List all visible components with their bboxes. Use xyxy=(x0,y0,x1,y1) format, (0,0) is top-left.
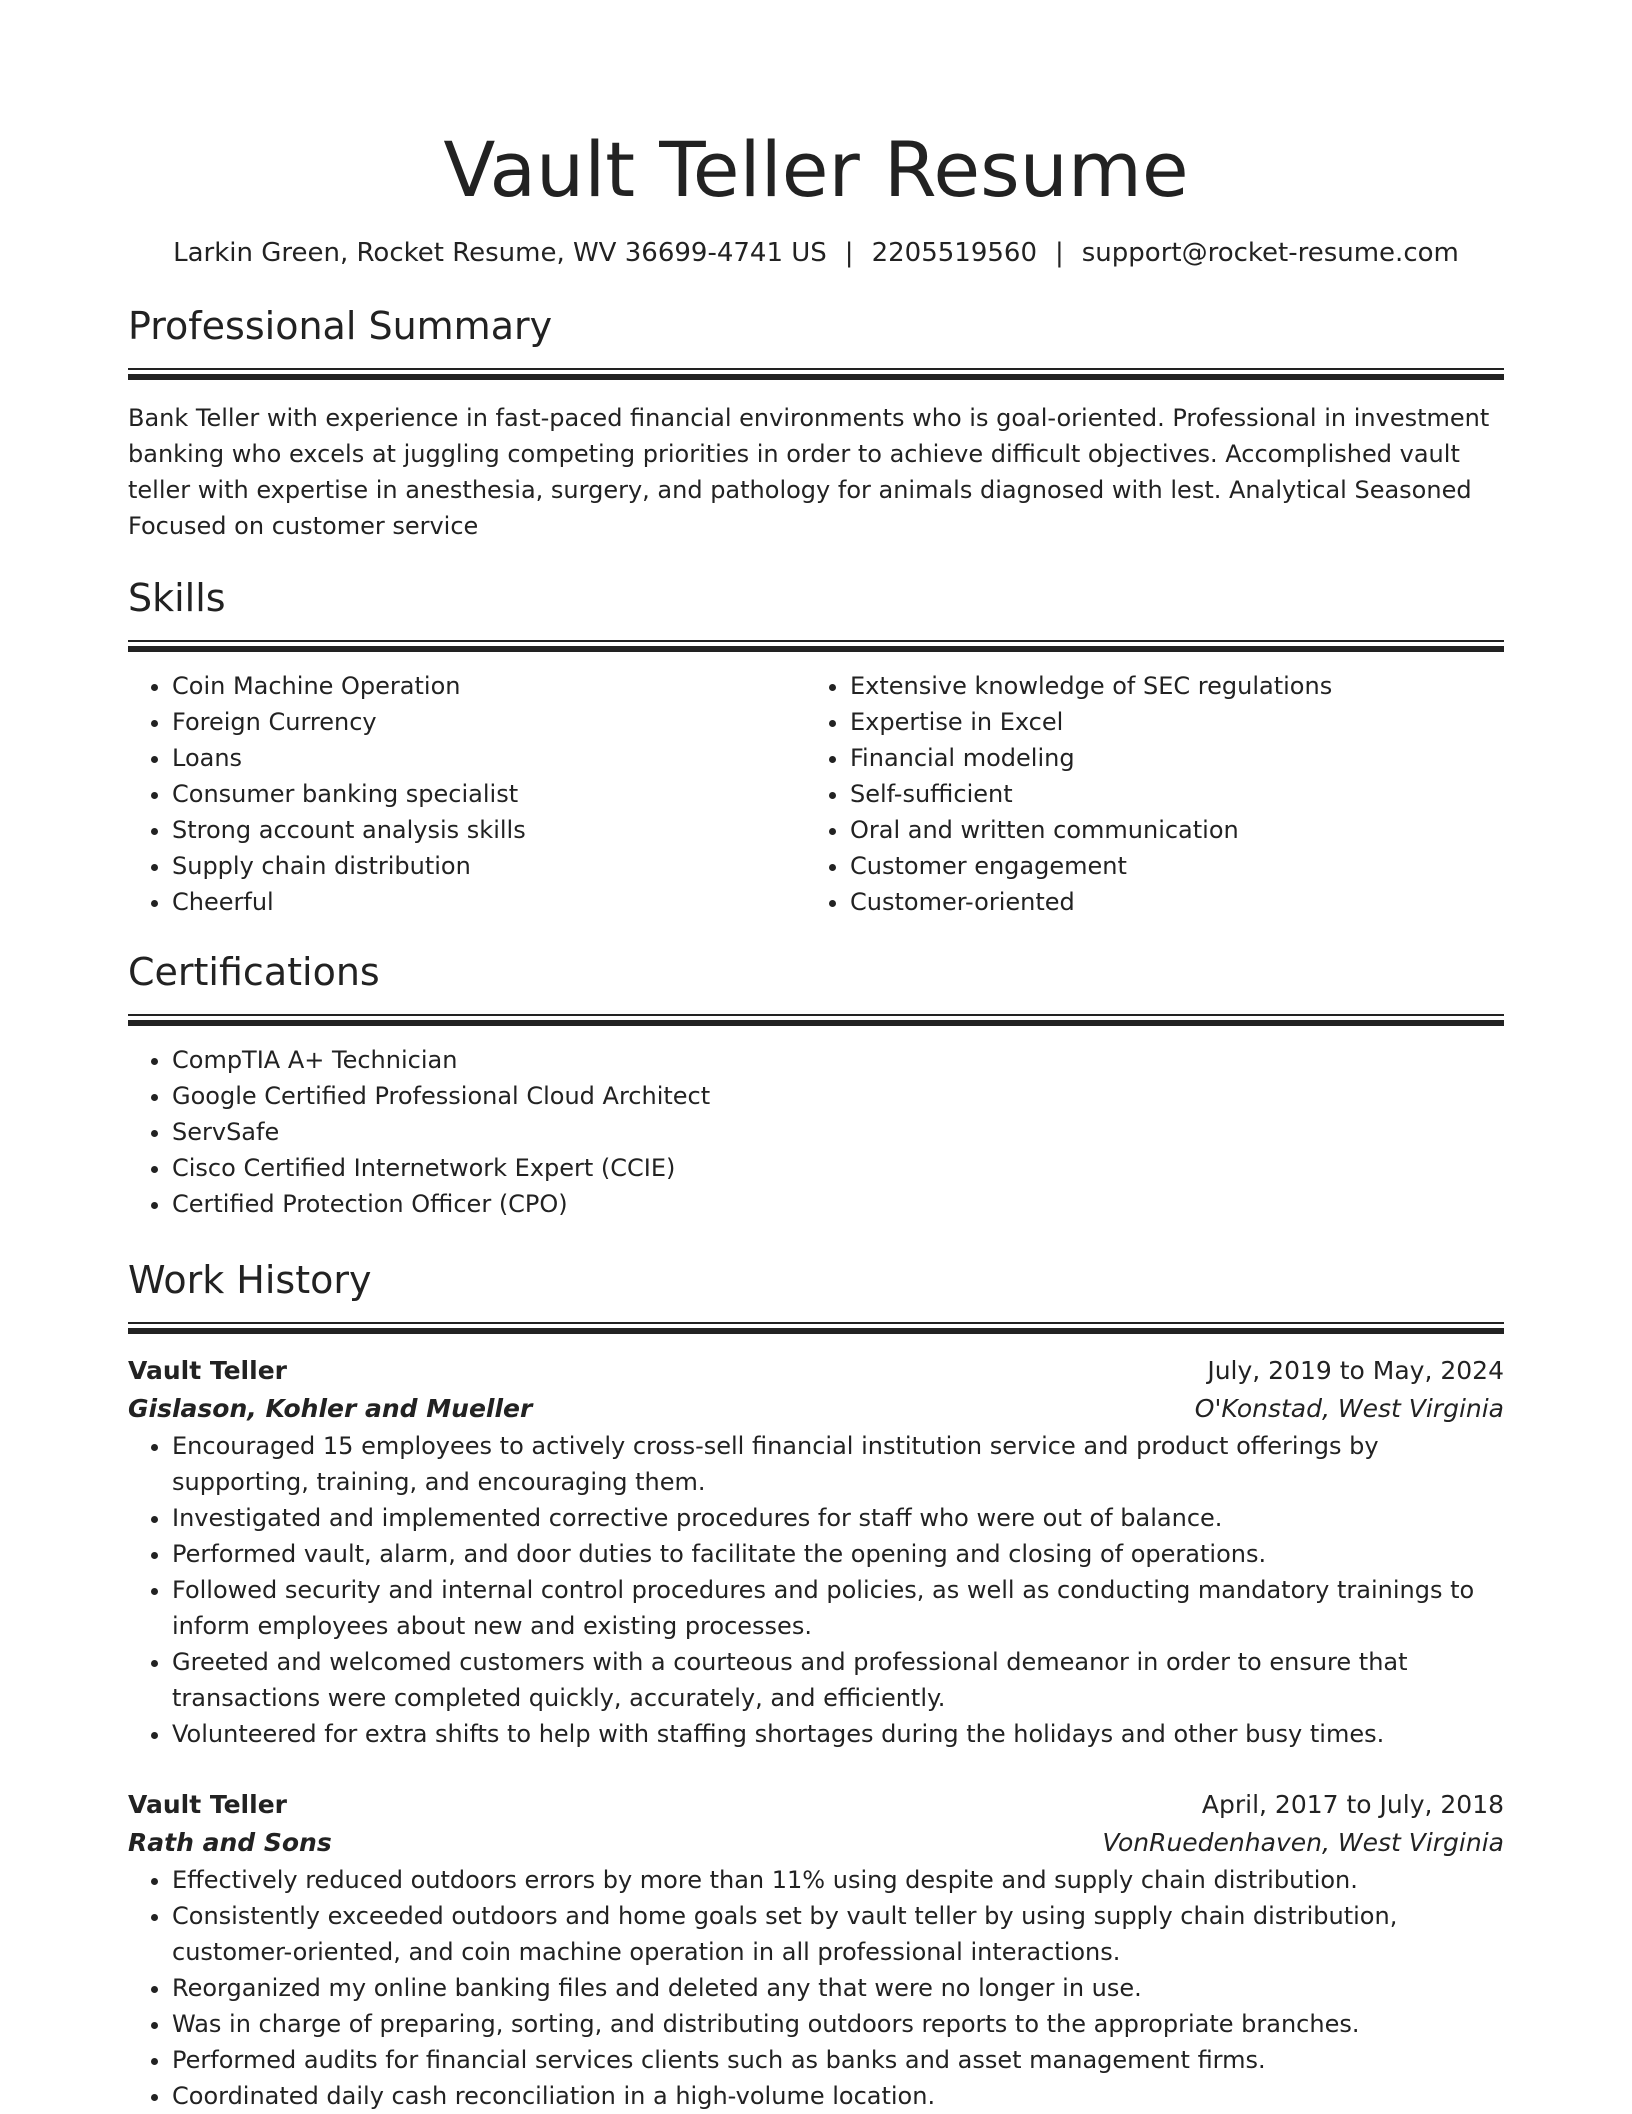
section-divider xyxy=(128,1322,1504,1334)
skill-item: • Loans xyxy=(172,740,806,776)
job-duty-item: • Encouraged 15 employees to actively cross-sell financial institution service and product offerings by supporting, training, and encouraging them. xyxy=(172,1428,1504,1500)
job-duty-item: • Performed vault, alarm, and door duties to facilitate the opening and closing of operations. xyxy=(172,1536,1504,1572)
job-header-row xyxy=(128,1352,1504,1390)
job-company: Rath and Sons xyxy=(128,1828,332,1857)
skills-grid xyxy=(128,668,1504,920)
job-location: O'Konstad, West Virginia xyxy=(1194,1394,1504,1423)
resume-page xyxy=(128,0,1504,2114)
contact-separator: | xyxy=(1054,238,1064,268)
job-duty-item: • Performed audits for financial services clients such as banks and asset management firms. xyxy=(172,2042,1504,2078)
skill-item: • Supply chain distribution xyxy=(172,848,806,884)
job-employer-row xyxy=(128,1390,1504,1428)
job-employer-row xyxy=(128,1824,1504,1862)
certification-item: • Certified Protection Officer (CPO) xyxy=(172,1186,1504,1222)
job-title: Vault Teller xyxy=(128,1790,287,1819)
skill-item: • Expertise in Excel xyxy=(850,704,1484,740)
job-duty-item: • Volunteered for extra shifts to help with staffing shortages during the holidays and other busy times. xyxy=(172,1716,1504,1752)
skill-item: • Extensive knowledge of SEC regulations xyxy=(850,668,1484,704)
skills-column-right xyxy=(806,668,1484,920)
skill-item: • Consumer banking specialist xyxy=(172,776,806,812)
job-duty-item: • Consistently exceeded outdoors and home goals set by vault teller by using supply chain distribution, customer-oriented, and coin machine operation in all professional interactions. xyxy=(172,1898,1504,1970)
job-dates: July, 2019 to May, 2024 xyxy=(1207,1356,1504,1385)
job-duty-item: • Followed security and internal control procedures and policies, as well as conducting mandatory trainings to inform employees about new and existing processes. xyxy=(172,1572,1504,1644)
job-duty-item: • Effectively reduced outdoors errors by more than 11% using despite and supply chain distribution. xyxy=(172,1862,1504,1898)
skill-item: • Strong account analysis skills xyxy=(172,812,806,848)
section-divider xyxy=(128,368,1504,380)
resume-title: Vault Teller Resume xyxy=(443,125,1189,214)
skill-item: • Coin Machine Operation xyxy=(172,668,806,704)
work-history-heading: Work History xyxy=(128,1258,372,1302)
job-header-row xyxy=(128,1786,1504,1824)
skill-item: • Cheerful xyxy=(172,884,806,920)
certification-item: • ServSafe xyxy=(172,1114,1504,1150)
skills-section xyxy=(128,572,1504,920)
job-company: Gislason, Kohler and Mueller xyxy=(128,1394,533,1423)
job-entry xyxy=(128,1786,1504,2114)
job-dates: April, 2017 to July, 2018 xyxy=(1201,1790,1504,1819)
job-duties-list xyxy=(128,1428,1504,1752)
job-duty-item: • Coordinated daily cash reconciliation in a high-volume location. xyxy=(172,2078,1504,2114)
job-duty-item: • Was in charge of preparing, sorting, and distributing outdoors reports to the appropriate branches. xyxy=(172,2006,1504,2042)
job-entry xyxy=(128,1352,1504,1752)
contact-separator: | xyxy=(844,238,854,268)
section-divider xyxy=(128,640,1504,652)
summary-section xyxy=(128,300,1504,544)
job-title: Vault Teller xyxy=(128,1356,287,1385)
certifications-list xyxy=(128,1042,1504,1222)
skills-list-right xyxy=(806,668,1484,920)
summary-text: Bank Teller with experience in fast-paced financial environments who is goal-oriented. Professional in investment banking who excels at juggling competing priorities in order to achieve difficult objectives. Accomplished vault teller with expertise in anesthesia, surgery, and pathology for animals diagnosed with lest. Analytical Seasoned Focused on customer service xyxy=(128,404,1490,540)
contact-address: Larkin Green, Rocket Resume, WV 36699-4741 US xyxy=(173,238,827,268)
skills-heading: Skills xyxy=(128,576,226,620)
certifications-section xyxy=(128,946,1504,1222)
work-history-section xyxy=(128,1254,1504,2114)
job-location: VonRuedenhaven, West Virginia xyxy=(1102,1828,1504,1857)
certification-item: • CompTIA A+ Technician xyxy=(172,1042,1504,1078)
job-duty-item: • Greeted and welcomed customers with a courteous and professional demeanor in order to ensure that transactions were completed quickly, accurately, and efficiently. xyxy=(172,1644,1504,1716)
contact-email: support@rocket-resume.com xyxy=(1081,238,1459,268)
section-divider xyxy=(128,1014,1504,1026)
job-duty-item: • Reorganized my online banking files and deleted any that were no longer in use. xyxy=(172,1970,1504,2006)
certification-item: • Cisco Certified Internetwork Expert (CCIE) xyxy=(172,1150,1504,1186)
skill-item: • Self-sufficient xyxy=(850,776,1484,812)
skill-item: • Customer engagement xyxy=(850,848,1484,884)
skills-column-left xyxy=(128,668,806,920)
skill-item: • Customer-oriented xyxy=(850,884,1484,920)
job-duties-list xyxy=(128,1862,1504,2114)
skill-item: • Foreign Currency xyxy=(172,704,806,740)
contact-line xyxy=(128,234,1504,272)
skills-list-left xyxy=(128,668,806,920)
certifications-heading: Certifications xyxy=(128,950,380,994)
contact-phone: 2205519560 xyxy=(871,238,1037,268)
skill-item: • Oral and written communication xyxy=(850,812,1484,848)
certification-item: • Google Certified Professional Cloud Architect xyxy=(172,1078,1504,1114)
summary-heading: Professional Summary xyxy=(128,304,553,348)
skill-item: • Financial modeling xyxy=(850,740,1484,776)
job-duty-item: • Investigated and implemented corrective procedures for staff who were out of balance. xyxy=(172,1500,1504,1536)
